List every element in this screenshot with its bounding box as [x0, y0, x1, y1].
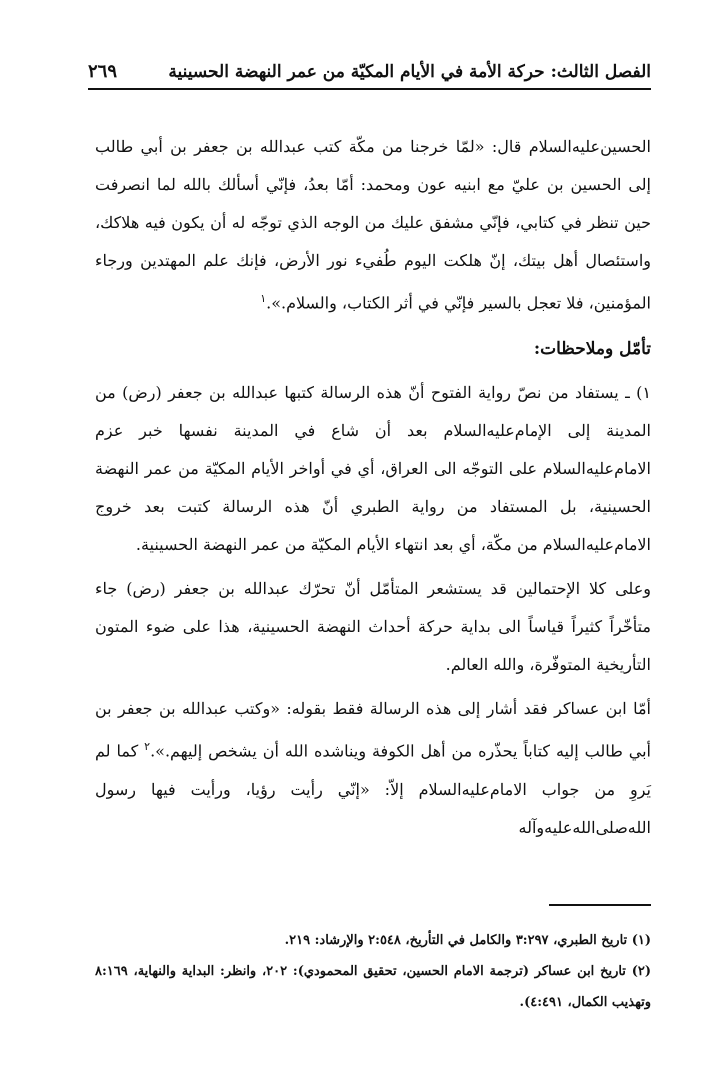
footnote-divider: [549, 904, 651, 906]
footnote-ref-1: ١: [260, 292, 267, 305]
chapter-label: الفصل الثالث:: [550, 62, 651, 82]
footnote-2: (٢) تاريخ ابن عساكر (ترجمة الامام الحسين، تحقيق المحمودي): ٢٠٢، وانظر: البداية والنهاية، ٨:١٦٩ وتهذيب الكمال، ٤:٤٩١).: [95, 964, 651, 1010]
paragraph-ibn-asakir: [95, 690, 651, 846]
paragraph-note-1: ١) ـ يستفاد من نصّ رواية الفتوح أنّ هذه الرسالة كتبها عبدالله بن جعفر (رض) من المدينة إلى الإمام‌عليه‌السلام بعد أن شاع في المدينة نفسها خبر عزم الامام‌عليه‌السلام على التوجّه الى العراق، أي في أواخر الأيام المكيّة من عمر النهضة الحسينية، بل المستفاد من رواية الطبري أنّ هذه الرسالة كتبت بعد خروج الامام‌عليه‌السلام من مكّة، أي بعد انتهاء الأيام المكيّة من عمر النهضة الحسينية.: [95, 383, 651, 555]
chapter-title: حركة الأمة في الأيام المكيّة من عمر النهضة الحسينية: [168, 62, 545, 82]
main-text: [95, 128, 651, 853]
section-heading: تأمّل وملاحظات:: [533, 339, 651, 360]
footnote-1: (١) تاريخ الطبري، ٣:٢٩٧ والكامل في التأريخ، ٢:٥٤٨ والإرشاد: ٢١٩.: [284, 933, 651, 948]
page-number: ٢٦٩: [88, 61, 118, 82]
footnotes: [95, 925, 651, 1018]
paragraph-quote: [95, 128, 651, 322]
paragraph-quote-text: الحسين‌عليه‌السلام قال: «لمّا خرجنا من مكّة كتب عبدالله بن جعفر بن أبي طالب إلى الحسين بن عليّ مع ابنيه عون ومحمد: أمّا بعدُ، فإنّي أسألك بالله لما انصرفت حين تنظر في كتابي، فإنّي مشفق عليك من الوجه الذي توجّه له أن يكون فيه هلاكك، واستئصال أهل بيتك، إنّ هلكت اليوم طُفيء نور الأرض، فإنك علم المهتدين ورجاء المؤمنين، فلا تعجل بالسير فإنّي في أثر الكتاب، والسلام.».: [95, 137, 652, 313]
running-header: [88, 52, 651, 90]
paragraph-reply-text: كما لم يَروِ من جواب الامام‌عليه‌السلام إلاّ: «إنّي رأيت رؤيا، ورأيت فيها رسول الله‌صلى‌الله‌عليه‌وآله: [95, 741, 651, 837]
footnote-ref-2: ٢: [144, 740, 151, 754]
paragraph-note-2: وعلى كلا الإحتمالين قد يستشعر المتأمّل أنّ تحرّك عبدالله بن جعفر (رض) جاء متأخّراً كثيراً قياساً الى بداية حركة أحداث النهضة الحسينية، هذا على ضوء المتون التأريخية المتوفّرة، والله العالم.: [95, 579, 651, 675]
header-title: [168, 62, 651, 88]
paragraph-ibn-asakir-text: أمّا ابن عساكر فقد أشار إلى هذه الرسالة فقط بقوله: «وكتب عبدالله بن جعفر بن أبي طالب إليه كتاباً يحذّره من أهل الكوفة ويناشده الله أن يشخص إليهم.».: [95, 699, 652, 761]
